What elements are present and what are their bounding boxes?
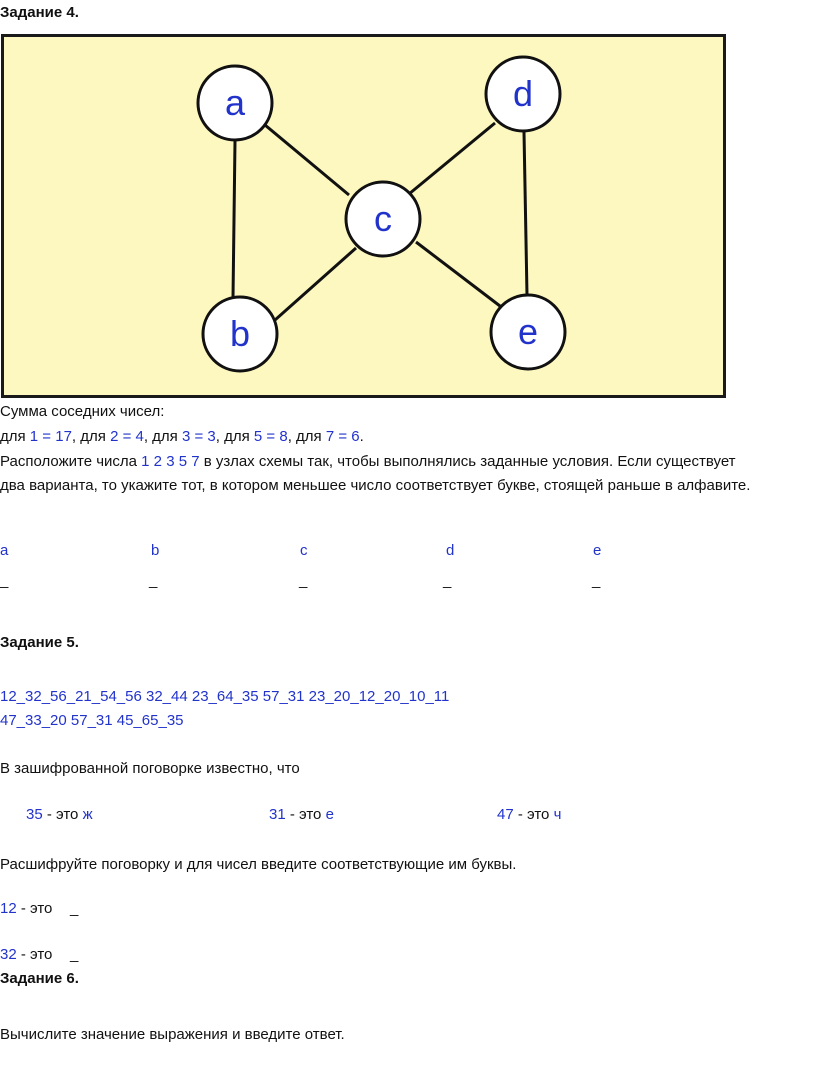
node-c [346, 182, 420, 256]
decode-instruction: Расшифруйте поговорку и для чисел введите соответствующие им буквы. [0, 856, 517, 873]
task5-title: Задание 5. [0, 634, 79, 651]
node-b [203, 297, 277, 371]
condition-value: 3 = 3 [181, 428, 216, 445]
svg-text:e: e [517, 311, 539, 352]
condition-prefix: , для [287, 428, 326, 445]
edge-a-b [233, 141, 235, 298]
known-letter: е [325, 806, 334, 823]
known-intro: В зашифрованной поговорке известно, что [0, 760, 300, 777]
instruction-rest: в узлах схемы так, чтобы выполнялись заданные условия. Если существует [199, 453, 736, 470]
condition-end: . [359, 428, 364, 445]
question-12 [0, 900, 52, 917]
svg-text:b: b [229, 313, 251, 354]
code-line-2: 47_33_20 57_31 45_65_35 [0, 712, 184, 729]
node-e [491, 295, 565, 369]
svg-text:d: d [512, 73, 534, 114]
numbers-list: 1 2 3 5 7 [141, 453, 200, 470]
condition-prefix: для [0, 428, 30, 445]
answer-letter-c: c [300, 542, 308, 559]
answer-field-b[interactable]: _ [149, 572, 158, 589]
answer-field-32[interactable]: _ [70, 946, 79, 963]
question-separator: - это [16, 946, 53, 963]
question-separator: - это [16, 900, 53, 917]
edge-d-c [409, 123, 495, 194]
condition-prefix: , для [143, 428, 182, 445]
node-a [198, 66, 272, 140]
answer-letter-a: a [0, 542, 9, 559]
answer-letter-e: e [593, 542, 602, 559]
answer-field-c[interactable]: _ [299, 572, 308, 589]
known-letter: ч [553, 806, 562, 823]
known-pair-31 [269, 806, 334, 823]
known-separator: - это [42, 806, 83, 823]
instruction-line1 [0, 453, 736, 470]
svg-text:c: c [374, 198, 392, 239]
known-separator: - это [285, 806, 326, 823]
condition-prefix: , для [71, 428, 111, 445]
answer-field-d[interactable]: _ [443, 572, 452, 589]
instruction-start: Расположите числа [0, 453, 142, 470]
edge-c-b [275, 248, 356, 320]
answer-field-a[interactable]: _ [0, 572, 9, 589]
known-number: 35 [26, 806, 43, 823]
known-letter: ж [82, 806, 93, 823]
known-separator: - это [513, 806, 554, 823]
graph-diagram [1, 34, 726, 398]
question-number: 12 [0, 900, 17, 917]
edge-d-e [524, 132, 527, 295]
sum-label: Сумма соседних чисел: [0, 403, 165, 420]
answer-field-12[interactable]: _ [70, 900, 79, 917]
edge-a-c [265, 125, 349, 195]
task6-instruction: Вычислите значение выражения и введите ответ. [0, 1026, 345, 1043]
conditions-line [0, 428, 364, 445]
instruction-line2: два варианта, то укажите тот, в котором меньшее число соответствует букве, стоящей раньше в алфавите. [0, 477, 751, 494]
answer-letter-b: b [151, 542, 160, 559]
answer-field-e[interactable]: _ [592, 572, 601, 589]
known-number: 31 [269, 806, 286, 823]
task6-title: Задание 6. [0, 970, 79, 987]
condition-prefix: , для [215, 428, 254, 445]
known-pair-35 [26, 806, 93, 823]
node-d [486, 57, 560, 131]
condition-value: 5 = 8 [253, 428, 288, 445]
code-line-1: 12_32_56_21_54_56 32_44 23_64_35 57_31 23_20_12_20_10_11 [0, 688, 450, 705]
condition-value: 1 = 17 [29, 428, 72, 445]
edge-c-e [416, 242, 500, 306]
question-32 [0, 946, 52, 963]
svg-text:a: a [224, 82, 246, 123]
known-number: 47 [497, 806, 514, 823]
answer-letter-d: d [446, 542, 455, 559]
condition-value: 2 = 4 [110, 428, 144, 445]
condition-value: 7 = 6 [325, 428, 360, 445]
known-pair-47 [497, 806, 561, 823]
task4-title: Задание 4. [0, 4, 79, 21]
question-number: 32 [0, 946, 17, 963]
